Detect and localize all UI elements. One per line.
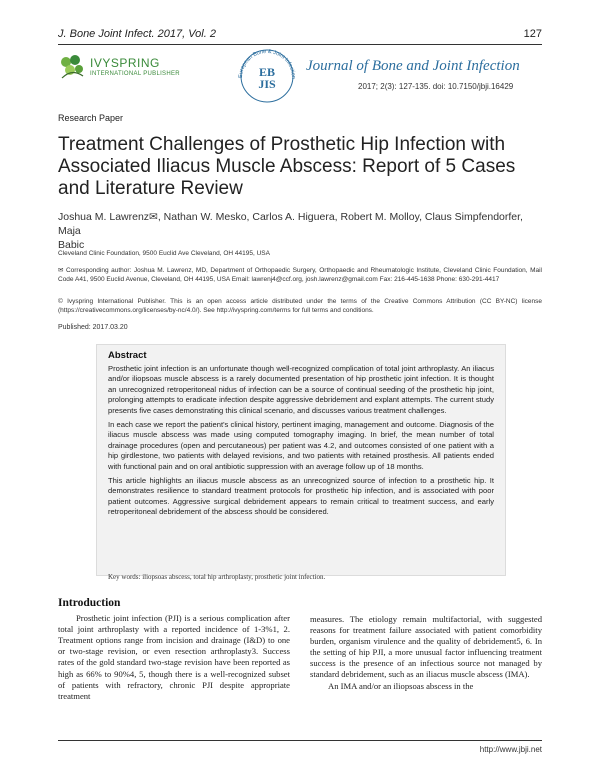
article-type: Research Paper bbox=[58, 113, 124, 123]
corresponding-author: ✉ Corresponding author: Joshua M. Lawrenz, MD, Department of Orthopaedic Surgery, Orthopaedic and Rheumatologic Institute, Cleveland Clinic Foundation, Mail Code A41, 9500 Euclid Avenue, Cleveland, OH 44195, USA Email: lawrenj4@ccf.org, josh.lawrenz@gmail.com Fax: 216-445-1638 Phone: 630-291-4417 bbox=[58, 267, 542, 283]
license-statement: © Ivyspring International Publisher. This is an open access article distributed under the terms of the Creative Commons Attribution (CC BY-NC) license (https://creativecommons.org/licenses/by-nc/4.0/). See http://ivyspring.com/terms for full terms and conditions. bbox=[58, 298, 542, 314]
body-paragraph: measures. The etiology remain multifactorial, with suggested reasons for treatment failure associated with patient comorbidity burden, organism virulence and the quality of debridement5, 6. In the setting of hip PJI, a more unusual factor influencing treatment success is the presence of an infectious source not managed by standard debridement, such as an iliacus muscle abscess (IMA). bbox=[310, 614, 542, 680]
right-column bbox=[310, 614, 542, 692]
publisher-logo[interactable] bbox=[58, 52, 188, 84]
abstract-paragraph: Prosthetic joint infection is an unfortunate though well-recognized complication of total joint arthroplasty. An iliacus and/or iliopsoas muscle abscess is a rarely documented presentation of hip prosthetic joint infection. It is thought an unrecognized retroperitoneal nidus of infection can be a source of continual seeding of the prosthetic hip joint, prolonging attempts to eradicate infection despite aggressive debridement and explant attempts. The current study presents five cases demonstrating this clinical scenario, and discusses various treatment challenges. bbox=[108, 364, 494, 415]
keywords: Key words: iliopsoas abscess, total hip arthroplasty, prosthetic joint infection. bbox=[108, 573, 326, 581]
journal-name[interactable]: Journal of Bone and Joint Infection bbox=[306, 58, 520, 74]
abstract-paragraph: This article highlights an iliacus muscle abscess as an unrecognized source of infection to a prosthetic hip. It demonstrates resilience to standard treatment protocols for prosthetic hip infection, and is associated with poor patient outcomes. Aggressive surgical debridement appears to remain critical to treatment success, and early retroperitoneal debridement of the abscess should be considered. bbox=[108, 476, 494, 517]
running-title: J. Bone Joint Infect. 2017, Vol. 2 bbox=[58, 28, 216, 40]
authors-line: Joshua M. Lawrenz✉, Nathan W. Mesko, Carlos A. Higuera, Robert M. Molloy, Claus Simpfendorfer, Maja bbox=[58, 211, 523, 237]
ivy-leaf-icon bbox=[58, 54, 86, 80]
published-date: Published: 2017.03.20 bbox=[58, 324, 128, 331]
abstract-paragraph: In each case we report the patient's clinical history, pertinent imaging, management and outcome. Diagnosis of the iliacus muscle abscess was made using computed tomography imaging. In brief, the mean number of total drainage procedures (open and percutaneous) per patient was 4.2, and outcomes consisted of one patient with a hip girdlestone, two patients with delayed revisions, and two patients with retained prosthesis. All patients ended with functional pain and on oral antibiotic suppression with an average follow up of 18 months. bbox=[108, 420, 494, 471]
body-paragraph: An IMA and/or an iliopsoas abscess in the bbox=[328, 680, 474, 691]
page-number: 127 bbox=[523, 28, 542, 40]
footer-divider bbox=[58, 740, 542, 741]
authors-line: Babic bbox=[58, 239, 85, 251]
society-ring-text: European Bone & Joint Infection bbox=[237, 48, 297, 80]
publisher-subtitle: INTERNATIONAL PUBLISHER bbox=[90, 71, 180, 77]
left-column bbox=[58, 598, 290, 702]
society-logo bbox=[232, 44, 302, 104]
affiliation: Cleveland Clinic Foundation, 9500 Euclid Ave Cleveland, OH 44195, USA bbox=[58, 250, 270, 257]
author-list bbox=[58, 210, 548, 252]
abstract-body bbox=[108, 364, 494, 522]
running-head bbox=[58, 28, 542, 40]
footer-link[interactable]: http://www.jbji.net bbox=[479, 745, 542, 754]
publisher-name: IVYSPRING bbox=[90, 56, 160, 70]
body-paragraph: Prosthetic joint infection (PJI) is a serious complication after total joint arthroplasty with a reported incidence of 1-3%1, 2. Treatment options range from incision and drainage (I&D) to one or two-stage revision, or even resection arthroplasty3. Success rates of the gold standard two-stage revision have been reported as high as 66% to 90%4, 5, though there is a well-recognized subset of patients with refractory, chronic PJI despite appropriate treatment bbox=[58, 613, 290, 701]
citation: 2017; 2(3): 127-135. doi: 10.7150/jbji.16429 bbox=[358, 82, 514, 91]
abstract-heading: Abstract bbox=[108, 350, 147, 361]
section-heading-introduction: Introduction bbox=[58, 597, 121, 609]
society-initials-top: EB bbox=[258, 65, 276, 79]
article-title: Treatment Challenges of Prosthetic Hip Infection with Associated Iliacus Muscle Abscess: Report of 5 Cases and Literature Review bbox=[58, 134, 516, 199]
society-initials-bottom: JIS bbox=[258, 77, 276, 91]
